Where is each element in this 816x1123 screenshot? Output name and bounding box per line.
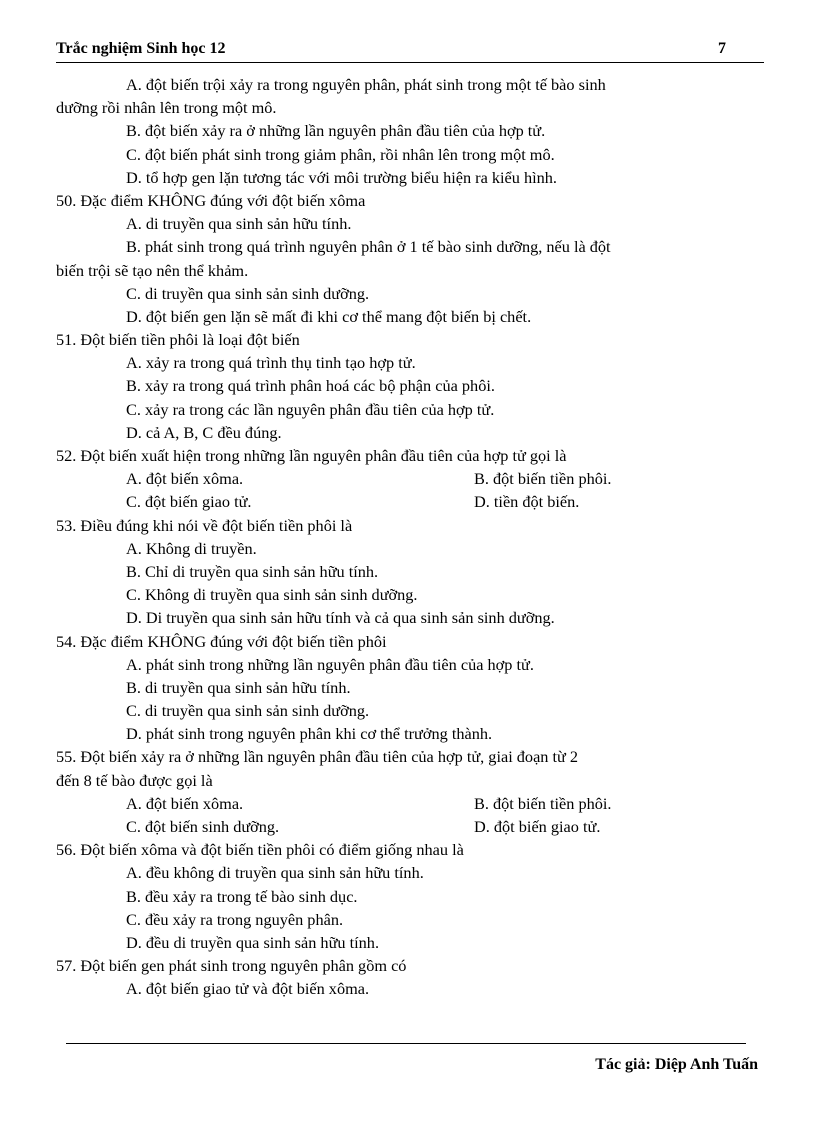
answer-option: B. đột biến xảy ra ở những lần nguyên phân đầu tiên của hợp tử. <box>126 121 546 141</box>
answer-option: B. xảy ra trong quá trình phân hoá các bộ phận của phôi. <box>126 376 495 396</box>
answer-option: A. xảy ra trong quá trình thụ tinh tạo hợp tử. <box>126 353 416 373</box>
answer-option: D. phát sinh trong nguyên phân khi cơ thể trưởng thành. <box>126 724 493 744</box>
question-text: 51. Đột biến tiền phôi là loại đột biến <box>56 330 300 350</box>
answer-option: C. đột biến sinh dưỡng. <box>126 817 280 836</box>
question-text: 53. Điều đúng khi nói về đột biến tiền phôi là <box>56 515 353 535</box>
answer-option: B. Chỉ di truyền qua sinh sản hữu tính. <box>126 561 379 581</box>
question-text: 55. Đột biến xảy ra ở những lần nguyên phân đầu tiên của hợp tử, giai đoạn từ 2 <box>56 747 579 767</box>
answer-option: A. đột biến giao tử và đột biến xôma. <box>126 979 370 999</box>
answer-option: A. đột biến xôma. <box>126 469 244 489</box>
question-content <box>56 73 764 1001</box>
question-text: 54. Đặc điểm KHÔNG đúng với đột biến tiền phôi <box>56 631 387 651</box>
answer-option: A. đột biến trội xảy ra trong nguyên phân, phát sinh trong một tế bào sinh <box>126 75 606 94</box>
answer-option: C. đều xảy ra trong nguyên phân. <box>126 909 344 929</box>
answer-option: B. di truyền qua sinh sản hữu tính. <box>126 677 351 697</box>
answer-option: B. phát sinh trong quá trình nguyên phân ở 1 tế bào sinh dưỡng, nếu là đột <box>126 237 611 257</box>
answer-option: C. xảy ra trong các lần nguyên phân đầu tiên của hợp tử. <box>126 399 495 419</box>
answer-row <box>56 792 764 815</box>
answer-option: A. đều không di truyền qua sinh sản hữu tính. <box>126 863 424 883</box>
answer-option: C. đột biến giao tử. <box>126 492 252 512</box>
answer-option: C. di truyền qua sinh sản sinh dưỡng. <box>126 283 370 303</box>
answer-row <box>56 467 764 490</box>
answer-option: D. đột biến gen lặn sẽ mất đi khi cơ thể mang đột biến bị chết. <box>126 306 532 326</box>
answer-option: D. đột biến giao tử. <box>474 817 601 836</box>
answer-option: D. cả A, B, C đều đúng. <box>126 422 282 442</box>
question-text: 56. Đột biến xôma và đột biến tiền phôi có điểm giống nhau là <box>56 840 464 860</box>
question-text: 57. Đột biến gen phát sinh trong nguyên phân gồm có <box>56 956 407 976</box>
answer-option: B. đột biến tiền phôi. <box>474 469 612 489</box>
answer-row <box>56 815 764 838</box>
question-text: đến 8 tế bào được gọi là <box>56 770 213 790</box>
answer-option: C. di truyền qua sinh sản sinh dưỡng. <box>126 701 370 721</box>
question-text: 52. Đột biến xuất hiện trong những lần nguyên phân đầu tiên của hợp tử gọi là <box>56 446 567 465</box>
answer-option: A. Không di truyền. <box>126 538 257 558</box>
answer-option: D. tổ hợp gen lặn tương tác với môi trường biểu hiện ra kiểu hình. <box>126 167 557 187</box>
document-title: Trắc nghiệm Sinh học 12 <box>56 40 226 57</box>
answer-option: A. đột biến xôma. <box>126 793 244 813</box>
footer-author: Tác giả: Diệp Anh Tuấn <box>595 1056 758 1073</box>
answer-option: A. phát sinh trong những lần nguyên phân đầu tiên của hợp tử. <box>126 654 534 674</box>
page-number: 7 <box>718 40 726 57</box>
answer-option: D. đều di truyền qua sinh sản hữu tính. <box>126 932 380 952</box>
answer-option: C. Không di truyền qua sinh sản sinh dưỡng. <box>126 585 418 605</box>
question-text: dưỡng rồi nhân lên trong một mô. <box>56 98 277 118</box>
question-text: 50. Đặc điểm KHÔNG đúng với đột biến xôma <box>56 190 366 210</box>
answer-row <box>56 490 764 513</box>
answer-option: A. di truyền qua sinh sản hữu tính. <box>126 214 352 234</box>
page-header <box>56 38 764 63</box>
question-text: biến trội sẽ tạo nên thể khảm. <box>56 260 249 280</box>
footer-divider <box>66 1043 746 1044</box>
answer-option: B. đều xảy ra trong tế bào sinh dục. <box>126 886 358 906</box>
answer-option: D. Di truyền qua sinh sản hữu tính và cả qua sinh sản sinh dưỡng. <box>126 608 555 628</box>
answer-option: C. đột biến phát sinh trong giảm phân, rồi nhân lên trong một mô. <box>126 144 555 164</box>
answer-option: B. đột biến tiền phôi. <box>474 793 612 813</box>
answer-option: D. tiền đột biến. <box>474 492 580 512</box>
